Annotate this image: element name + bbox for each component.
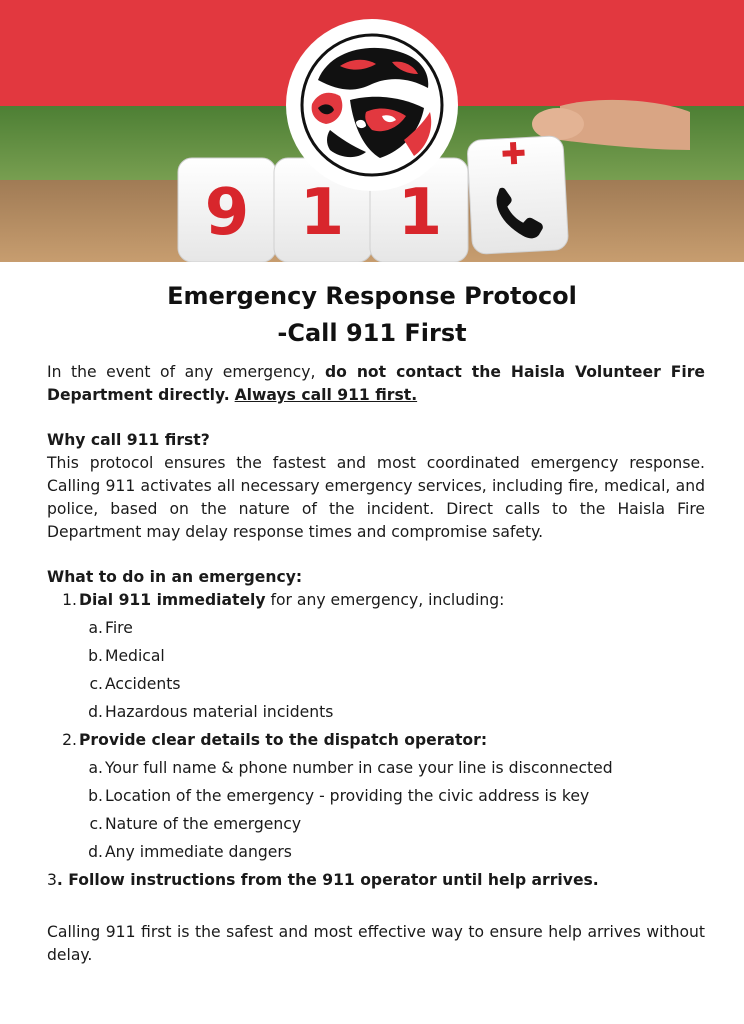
die-9 xyxy=(178,158,276,262)
list-item-text: Hazardous material incidents xyxy=(105,703,334,721)
list-item-letter: c. xyxy=(89,675,103,693)
closing-paragraph: Calling 911 first is the safest and most effective way to ensure help arrives without delay. xyxy=(47,923,705,964)
title-line-1: Emergency Response Protocol xyxy=(167,282,577,310)
step-1-rest: for any emergency, including: xyxy=(265,591,505,609)
die-1-first-number: 1 xyxy=(299,176,345,250)
list-item xyxy=(87,617,705,640)
steps-list xyxy=(47,589,705,892)
step-2-number: 2. xyxy=(62,731,77,749)
step-3 xyxy=(47,869,705,892)
step-2 xyxy=(60,729,705,752)
die-phone xyxy=(467,136,569,255)
what-heading: What to do in an emergency: xyxy=(47,568,303,586)
list-item-letter: c. xyxy=(89,815,103,833)
intro-bold: do not contact the Haisla Volunteer Fire Department directly. xyxy=(47,363,706,404)
content-body xyxy=(47,361,705,983)
step-1-number: 1. xyxy=(62,591,77,609)
intro-paragraph xyxy=(47,361,705,407)
page-title xyxy=(0,278,744,352)
list-item-text: Accidents xyxy=(105,675,181,693)
why-body: This protocol ensures the fastest and most coordinated emergency response. Calling 911 activates all necessary emergency services, including fire, medical, and police, based on the nature of the incident. Direct calls to the Haisla Fire Department may delay response times and compromise safety. xyxy=(47,454,705,541)
list-item xyxy=(87,785,705,808)
step-2-bold: Provide clear details to the dispatch operator: xyxy=(79,731,488,749)
list-item-text: Location of the emergency - providing the civic address is key xyxy=(105,787,590,805)
hero-banner xyxy=(0,0,744,262)
step-3-bold: . Follow instructions from the 911 operator until help arrives. xyxy=(56,871,599,889)
list-item-text: Fire xyxy=(105,619,133,637)
list-item-letter: b. xyxy=(88,787,103,805)
intro-plain: In the event of any emergency, xyxy=(47,363,325,381)
list-item-text: Any immediate dangers xyxy=(105,843,292,861)
list-item xyxy=(87,757,705,780)
list-item-text: Medical xyxy=(105,647,165,665)
list-item-letter: d. xyxy=(88,703,103,721)
list-item xyxy=(87,673,705,696)
list-item xyxy=(87,701,705,724)
logo-emblem xyxy=(286,19,458,191)
list-item-letter: b. xyxy=(88,647,103,665)
list-item-letter: a. xyxy=(88,619,103,637)
why-heading: Why call 911 first? xyxy=(47,431,210,449)
title-line-2: -Call 911 First xyxy=(277,319,467,347)
die-1-second-number: 1 xyxy=(397,176,443,250)
list-item-letter: a. xyxy=(88,759,103,777)
step-1-text xyxy=(79,589,504,612)
list-item xyxy=(87,841,705,864)
list-item-text: Nature of the emergency xyxy=(105,815,302,833)
list-item xyxy=(87,645,705,668)
list-item-text: Your full name & phone number in case your line is disconnected xyxy=(105,759,613,777)
step-3-number: 3 xyxy=(47,871,57,889)
step-1 xyxy=(60,589,705,612)
intro-underlined: Always call 911 first. xyxy=(234,386,418,404)
hero-illustration xyxy=(0,0,744,262)
step-1-bold: Dial 911 immediately xyxy=(79,591,266,609)
die-9-number: 9 xyxy=(204,176,250,250)
list-item-letter: d. xyxy=(88,843,103,861)
list-item xyxy=(87,813,705,836)
